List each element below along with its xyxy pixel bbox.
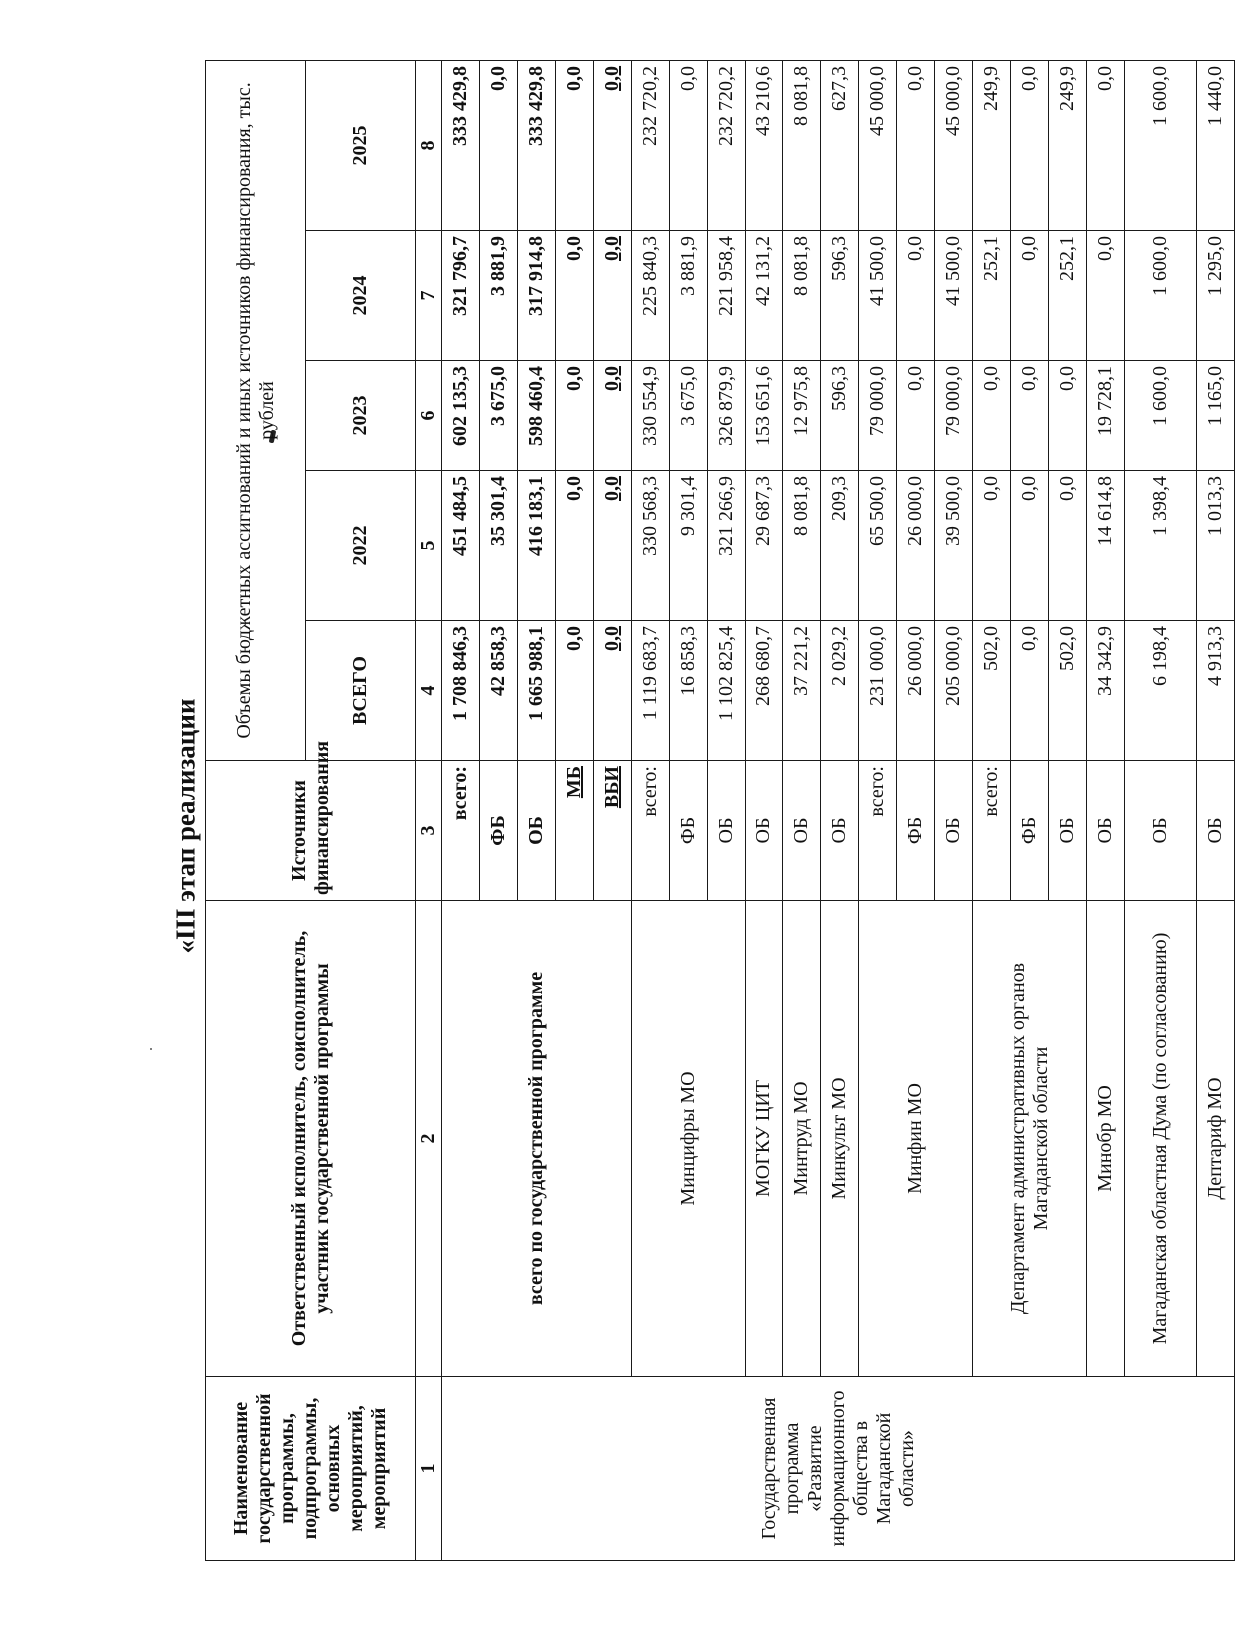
value-cell: 627,3	[821, 60, 859, 230]
value-cell: 321 266,9	[707, 471, 745, 621]
executor-cell: Минкульт МО	[821, 901, 859, 1377]
executor-cell: Минцифры МО	[631, 901, 745, 1377]
value-cell: 0,0	[897, 60, 935, 230]
value-cell: 502,0	[973, 621, 1011, 761]
column-number: 6	[416, 361, 442, 471]
source-cell: ОБ	[821, 761, 859, 901]
executor-cell: Минфин МО	[859, 901, 973, 1377]
source-cell: ОБ	[1196, 761, 1234, 901]
value-cell: 249,9	[973, 60, 1011, 230]
value-cell: 0,0	[593, 621, 631, 761]
value-cell: 29 687,3	[745, 471, 783, 621]
value-cell: 8 081,8	[783, 60, 821, 230]
table-row	[631, 60, 669, 1560]
value-cell: 0,0	[593, 471, 631, 621]
value-cell: 0,0	[1011, 60, 1049, 230]
table-row	[1086, 60, 1124, 1560]
source-cell: ВБИ	[593, 761, 631, 901]
value-cell: 333 429,8	[442, 60, 480, 230]
value-cell: 502,0	[1049, 621, 1087, 761]
value-cell: 3 675,0	[479, 361, 517, 471]
value-cell: 0,0	[1011, 471, 1049, 621]
value-cell: 45 000,0	[859, 60, 897, 230]
header-program-name: Наименование государственной программы, подпрограммы, основных мероприятий, мероприятий	[206, 1377, 416, 1561]
value-cell: 602 135,3	[442, 361, 480, 471]
value-cell: 0,0	[593, 361, 631, 471]
value-cell: 79 000,0	[935, 361, 973, 471]
value-cell: 8 081,8	[783, 471, 821, 621]
value-cell: 43 210,6	[745, 60, 783, 230]
value-cell: 1 600,0	[1124, 231, 1196, 361]
financing-table	[205, 60, 1235, 1561]
table-row	[859, 60, 897, 1560]
value-cell: 232 720,2	[707, 60, 745, 230]
header-year-2022: 2022	[306, 471, 416, 621]
source-cell: ОБ	[517, 761, 555, 901]
value-cell: 0,0	[973, 361, 1011, 471]
executor-cell: Минобр МО	[1086, 901, 1124, 1377]
value-cell: 0,0	[669, 60, 707, 230]
value-cell: 0,0	[1086, 231, 1124, 361]
value-cell: 268 680,7	[745, 621, 783, 761]
value-cell: 9 301,4	[669, 471, 707, 621]
value-cell: 0,0	[1086, 60, 1124, 230]
value-cell: 317 914,8	[517, 231, 555, 361]
value-cell: 34 342,9	[1086, 621, 1124, 761]
value-cell: 252,1	[1049, 231, 1087, 361]
value-cell: 598 460,4	[517, 361, 555, 471]
value-cell: 0,0	[897, 361, 935, 471]
source-cell: всего:	[859, 761, 897, 901]
value-cell: 232 720,2	[631, 60, 669, 230]
table-row	[973, 60, 1011, 1560]
page-title: «III этап реализации	[170, 698, 201, 954]
value-cell: 42 131,2	[745, 231, 783, 361]
value-cell: 221 958,4	[707, 231, 745, 361]
column-number: 1	[416, 1377, 442, 1561]
value-cell: 1 295,0	[1196, 231, 1234, 361]
value-cell: 0,0	[555, 361, 593, 471]
source-cell: ФБ	[479, 761, 517, 901]
value-cell: 333 429,8	[517, 60, 555, 230]
value-cell: 0,0	[897, 231, 935, 361]
source-cell: всего:	[442, 761, 480, 901]
value-cell: 35 301,4	[479, 471, 517, 621]
source-cell: ОБ	[745, 761, 783, 901]
value-cell: 451 484,5	[442, 471, 480, 621]
header-total: ВСЕГО	[306, 621, 416, 761]
value-cell: 252,1	[973, 231, 1011, 361]
value-cell: 321 796,7	[442, 231, 480, 361]
value-cell: 1 440,0	[1196, 60, 1234, 230]
header-year-2025: 2025	[306, 60, 416, 230]
value-cell: 1 165,0	[1196, 361, 1234, 471]
source-cell: ОБ	[1086, 761, 1124, 901]
value-cell: 37 221,2	[783, 621, 821, 761]
value-cell: 1 600,0	[1124, 60, 1196, 230]
column-number: 8	[416, 60, 442, 230]
value-cell: 41 500,0	[859, 231, 897, 361]
value-cell: 0,0	[555, 60, 593, 230]
executor-cell: Магаданская областная Дума (по согласованию)	[1124, 901, 1196, 1377]
table-row	[1196, 60, 1234, 1560]
value-cell: 16 858,3	[669, 621, 707, 761]
executor-cell: Минтруд МО	[783, 901, 821, 1377]
value-cell: 205 000,0	[935, 621, 973, 761]
value-cell: 416 183,1	[517, 471, 555, 621]
executor-cell: Дептариф МО	[1196, 901, 1234, 1377]
value-cell: 42 858,3	[479, 621, 517, 761]
source-cell: ОБ	[1049, 761, 1087, 901]
table-row	[821, 60, 859, 1560]
value-cell: 0,0	[555, 231, 593, 361]
table-row	[783, 60, 821, 1560]
source-cell: ОБ	[707, 761, 745, 901]
scan-speck	[150, 1048, 152, 1050]
header-volumes: Объемы бюджетных ассигнований и иных источников финансирования, тыс. рублей	[206, 60, 306, 760]
source-cell: ФБ	[897, 761, 935, 901]
column-number: 5	[416, 471, 442, 621]
value-cell: 65 500,0	[859, 471, 897, 621]
value-cell: 39 500,0	[935, 471, 973, 621]
table-row	[442, 60, 480, 1560]
value-cell: 0,0	[1011, 361, 1049, 471]
value-cell: 326 879,9	[707, 361, 745, 471]
value-cell: 14 614,8	[1086, 471, 1124, 621]
financing-table-sheet	[205, 61, 1235, 1561]
value-cell: 0,0	[593, 60, 631, 230]
value-cell: 0,0	[555, 471, 593, 621]
value-cell: 0,0	[479, 60, 517, 230]
source-cell: ОБ	[783, 761, 821, 901]
source-cell: ФБ	[669, 761, 707, 901]
value-cell: 1 398,4	[1124, 471, 1196, 621]
value-cell: 330 568,3	[631, 471, 669, 621]
value-cell: 330 554,9	[631, 361, 669, 471]
value-cell: 1 665 988,1	[517, 621, 555, 761]
value-cell: 1 013,3	[1196, 471, 1234, 621]
total-group-label: всего по государственной программе	[442, 901, 632, 1377]
table-row	[745, 60, 783, 1560]
value-cell: 1 102 825,4	[707, 621, 745, 761]
value-cell: 249,9	[1049, 60, 1087, 230]
source-cell: ОБ	[935, 761, 973, 901]
value-cell: 2 029,2	[821, 621, 859, 761]
header-sources: Источники финансирования	[206, 761, 416, 901]
program-name-cell: Государственная программа «Развитие информационного общества в Магаданской области»	[442, 1377, 1235, 1561]
value-cell: 0,0	[555, 621, 593, 761]
value-cell: 596,3	[821, 361, 859, 471]
value-cell: 79 000,0	[859, 361, 897, 471]
value-cell: 231 000,0	[859, 621, 897, 761]
value-cell: 0,0	[593, 231, 631, 361]
header-year-2023: 2023	[306, 361, 416, 471]
value-cell: 209,3	[821, 471, 859, 621]
value-cell: 12 975,8	[783, 361, 821, 471]
executor-cell: Департамент административных органов Магаданской области	[973, 901, 1087, 1377]
value-cell: 3 881,9	[479, 231, 517, 361]
header-responsible: Ответственный исполнитель, соисполнитель, участник государственной программы	[206, 901, 416, 1377]
value-cell: 0,0	[1011, 621, 1049, 761]
column-number: 4	[416, 621, 442, 761]
value-cell: 3 675,0	[669, 361, 707, 471]
value-cell: 6 198,4	[1124, 621, 1196, 761]
column-number: 3	[416, 761, 442, 901]
value-cell: 41 500,0	[935, 231, 973, 361]
source-cell: всего:	[973, 761, 1011, 901]
value-cell: 225 840,3	[631, 231, 669, 361]
column-number: 7	[416, 231, 442, 361]
value-cell: 4 913,3	[1196, 621, 1234, 761]
value-cell: 0,0	[1049, 471, 1087, 621]
value-cell: 45 000,0	[935, 60, 973, 230]
source-cell: ОБ	[1124, 761, 1196, 901]
value-cell: 153 651,6	[745, 361, 783, 471]
table-row	[1124, 60, 1196, 1560]
value-cell: 0,0	[1011, 231, 1049, 361]
value-cell: 1 708 846,3	[442, 621, 480, 761]
column-number: 2	[416, 901, 442, 1377]
executor-cell: МОГКУ ЦИТ	[745, 901, 783, 1377]
value-cell: 0,0	[973, 471, 1011, 621]
value-cell: 1 119 683,7	[631, 621, 669, 761]
value-cell: 26 000,0	[897, 471, 935, 621]
header-year-2024: 2024	[306, 231, 416, 361]
value-cell: 26 000,0	[897, 621, 935, 761]
value-cell: 0,0	[1049, 361, 1087, 471]
value-cell: 3 881,9	[669, 231, 707, 361]
value-cell: 8 081,8	[783, 231, 821, 361]
value-cell: 596,3	[821, 231, 859, 361]
source-cell: ФБ	[1011, 761, 1049, 901]
value-cell: 1 600,0	[1124, 361, 1196, 471]
source-cell: МБ	[555, 761, 593, 901]
source-cell: всего:	[631, 761, 669, 901]
value-cell: 19 728,1	[1086, 361, 1124, 471]
